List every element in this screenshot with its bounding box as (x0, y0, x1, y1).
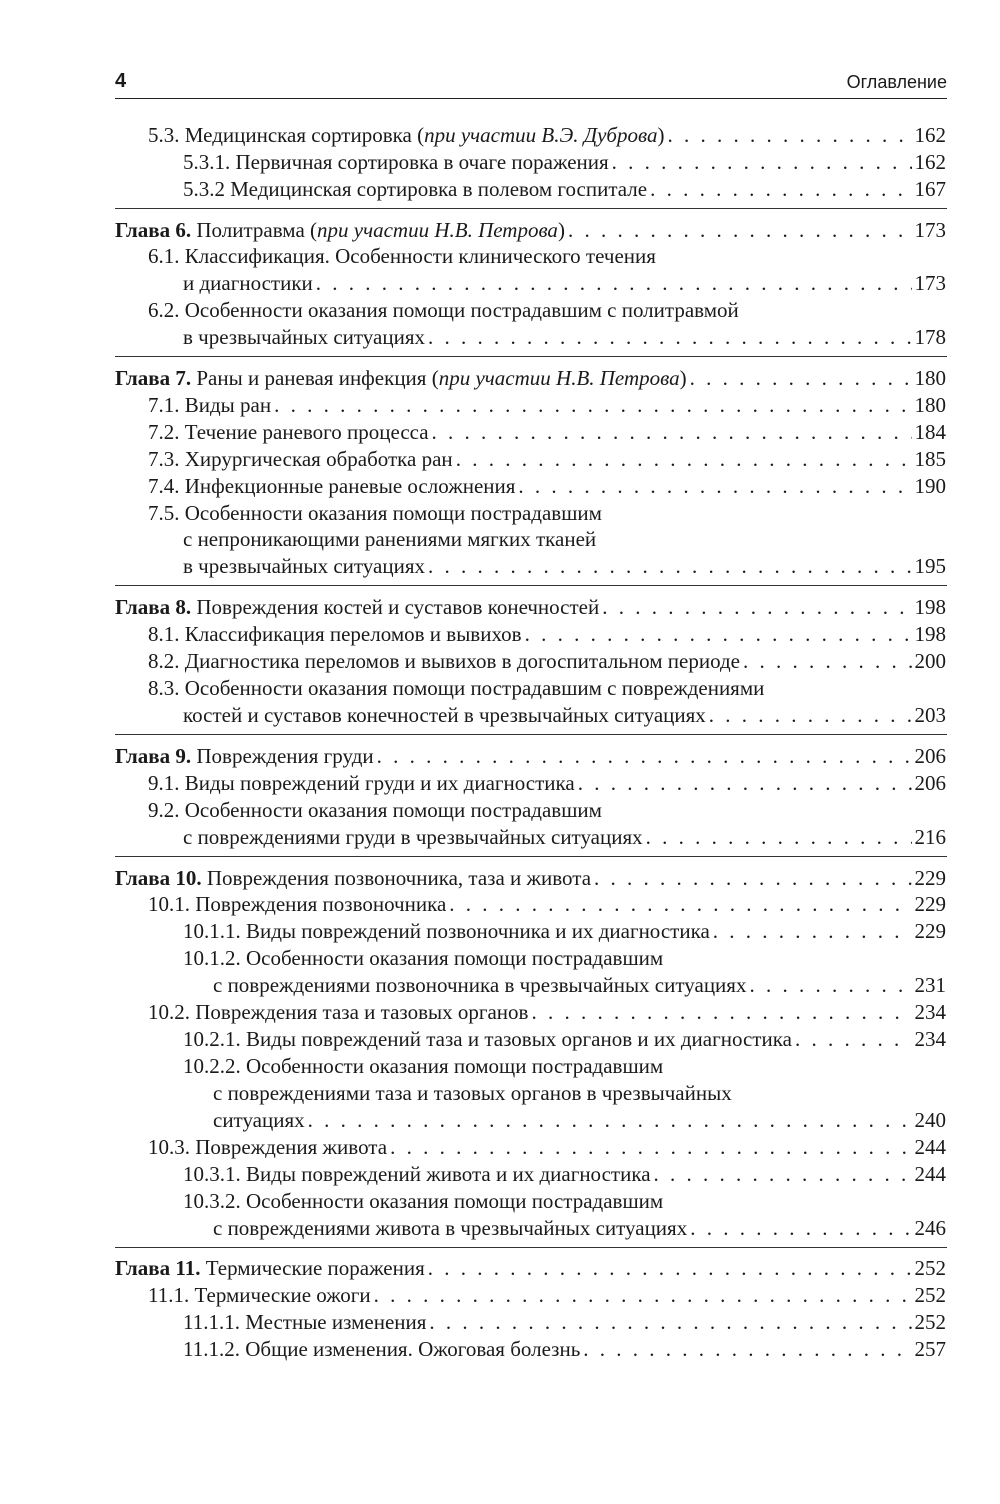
entry-label: 10.3.1. Виды повреждений живота и их диагностика (183, 1162, 651, 1186)
entry-paren: ) (679, 366, 687, 390)
entry-page: 178 (914, 325, 946, 349)
dot-leader (709, 702, 912, 728)
entry-page: 229 (914, 892, 946, 916)
entry-page: 195 (914, 554, 946, 578)
toc-entry-10-3-1[interactable] (183, 1161, 946, 1187)
entry-label: 5.3.2 Медицинская сортировка в полевом госпитале (183, 177, 648, 201)
dot-leader (667, 122, 911, 148)
dot-leader (594, 865, 911, 891)
dot-leader (713, 918, 912, 944)
dot-leader (518, 473, 911, 499)
toc-entry-5-3[interactable] (148, 122, 946, 148)
entry-page: 190 (914, 474, 946, 498)
dot-leader (743, 648, 912, 674)
entry-page: 229 (914, 919, 946, 943)
toc-entry-11-1-1[interactable] (183, 1309, 946, 1335)
dot-leader (377, 743, 912, 769)
entry-label: в чрезвычайных ситуациях (183, 325, 425, 349)
dot-leader (612, 149, 912, 175)
toc-entry-10-2[interactable] (148, 999, 946, 1025)
chapter-separator (115, 856, 947, 857)
entry-paren: ) (557, 218, 565, 242)
entry-label: 10.1.1. Виды повреждений позвоночника и их диагностика (183, 919, 710, 943)
chapter-title: Повреждения костей и суставов конечностей (191, 595, 600, 619)
entry-label: с повреждениями позвоночника в чрезвычайных ситуациях (213, 973, 747, 997)
entry-page: 252 (914, 1310, 946, 1334)
toc-entry-7-1[interactable] (148, 392, 946, 418)
entry-page: 231 (914, 973, 946, 997)
entry-label: 7.3. Хирургическая обработка ран (148, 447, 453, 471)
toc-entry-7-5-line-2[interactable]: с непроникающими ранениями мягких тканей (183, 527, 597, 551)
entry-label: 11.1.1. Местные изменения (183, 1310, 427, 1334)
entry-page: 162 (914, 123, 946, 147)
dot-leader (308, 1107, 912, 1133)
toc-entry-10-3-2-line-1[interactable]: 10.3.2. Особенности оказания помощи пострадавшим (183, 1189, 664, 1213)
chapter-separator (115, 734, 947, 735)
entry-label: 10.1. Повреждения позвоночника (148, 892, 447, 916)
entry-page: 234 (914, 1000, 946, 1024)
chapter-separator (115, 208, 947, 209)
entry-page: 246 (914, 1216, 946, 1240)
entry-page: 173 (914, 271, 946, 295)
entry-page: 200 (914, 649, 946, 673)
chapter-number: Глава 6. (115, 218, 192, 242)
chapter-title: Политравма ( (191, 218, 318, 242)
toc-entry-9-2[interactable] (183, 824, 946, 850)
dot-leader (749, 972, 911, 998)
entry-page: 167 (914, 177, 946, 201)
entry-label: ситуациях (213, 1108, 305, 1132)
entry-credit: при участии Н.В. Петрова (317, 218, 558, 242)
dot-leader (429, 1309, 911, 1335)
toc-entry-5-3-1[interactable] (183, 149, 946, 175)
dot-leader (578, 770, 912, 796)
entry-page: 252 (914, 1283, 946, 1307)
entry-label: в чрезвычайных ситуациях (183, 554, 425, 578)
toc-entry-11-1[interactable] (148, 1282, 946, 1308)
dot-leader (646, 824, 912, 850)
toc-chapter-7[interactable] (115, 365, 946, 391)
chapter-title: Повреждения позвоночника, таза и живота (201, 866, 592, 890)
entry-page: 206 (914, 744, 946, 768)
toc-chapter-11[interactable] (115, 1255, 946, 1281)
entry-label: 5.3. Медицинская сортировка ( (148, 123, 425, 147)
toc-entry-5-3-2[interactable] (183, 176, 946, 202)
toc-entry-8-1[interactable] (148, 621, 946, 647)
dot-leader (531, 999, 911, 1025)
entry-label: 10.2.1. Виды повреждений таза и тазовых органов и их диагностика (183, 1027, 792, 1051)
toc-chapter-6[interactable] (115, 217, 946, 243)
toc-entry-6-2[interactable] (183, 324, 946, 350)
chapter-separator (115, 356, 947, 357)
entry-label: 8.1. Классификация переломов и вывихов (148, 622, 522, 646)
toc-entry-8-2[interactable] (148, 648, 946, 674)
toc-entry-6-2-line-1[interactable]: 6.2. Особенности оказания помощи пострадавшим с политравмой (148, 298, 739, 322)
entry-page: 173 (914, 218, 946, 242)
chapter-title: Термические поражения (200, 1256, 425, 1280)
toc-entry-9-1[interactable] (148, 770, 946, 796)
entry-page: 162 (914, 150, 946, 174)
toc-entry-11-1-2[interactable] (183, 1336, 946, 1362)
toc-chapter-8[interactable] (115, 594, 946, 620)
entry-page: 185 (914, 447, 946, 471)
entry-page: 198 (914, 622, 946, 646)
dot-leader (456, 446, 912, 472)
dot-leader (583, 1336, 911, 1362)
dot-leader (795, 1026, 912, 1052)
entry-page: 216 (914, 825, 946, 849)
dot-leader (449, 891, 911, 917)
entry-label: 7.1. Виды ран (148, 393, 272, 417)
toc-entry-10-1-2-line-1[interactable]: 10.1.2. Особенности оказания помощи пострадавшим (183, 946, 664, 970)
toc-entry-10-3[interactable] (148, 1134, 946, 1160)
entry-label: 10.3. Повреждения живота (148, 1135, 388, 1159)
entry-page: 203 (914, 703, 946, 727)
toc-entry-8-3[interactable] (183, 702, 946, 728)
entry-page: 180 (914, 393, 946, 417)
chapter-number: Глава 10. (115, 866, 202, 890)
entry-credit: при участии Н.В. Петрова (438, 366, 680, 390)
toc-chapter-9[interactable] (115, 743, 946, 769)
toc-entry-10-1[interactable] (148, 891, 946, 917)
entry-label: 5.3.1. Первичная сортировка в очаге поражения (183, 150, 609, 174)
entry-page: 252 (914, 1256, 946, 1280)
chapter-number: Глава 8. (115, 595, 192, 619)
running-head (115, 68, 947, 99)
dot-leader (602, 594, 911, 620)
dot-leader (432, 419, 912, 445)
toc-entry-10-1-2[interactable] (213, 972, 946, 998)
entry-page: 244 (914, 1162, 946, 1186)
entry-page: 206 (914, 771, 946, 795)
toc-entry-10-1-1[interactable] (183, 918, 946, 944)
entry-label: 8.2. Диагностика переломов и вывихов в догоспитальном периоде (148, 649, 740, 673)
entry-label: костей и суставов конечностей в чрезвычайных ситуациях (183, 703, 706, 727)
page-number: 4 (115, 70, 127, 92)
dot-leader (568, 217, 912, 243)
toc-chapter-10[interactable] (115, 865, 946, 891)
chapter-separator (115, 585, 947, 586)
toc-entry-10-2-1[interactable] (183, 1026, 946, 1052)
toc-entry-7-4[interactable] (148, 473, 946, 499)
toc-entry-10-2-2-line-1[interactable]: 10.2.2. Особенности оказания помощи пострадавшим (183, 1054, 664, 1078)
toc-entry-7-3[interactable] (148, 446, 946, 472)
entry-credit: при участии В.Э. Дуброва (424, 123, 658, 147)
dot-leader (525, 621, 912, 647)
dot-leader (654, 1161, 912, 1187)
entry-page: 184 (914, 420, 946, 444)
dot-leader (650, 176, 911, 202)
entry-page: 244 (914, 1135, 946, 1159)
entry-label: 11.1. Термические ожоги (148, 1283, 371, 1307)
dot-leader (690, 365, 912, 391)
dot-leader (374, 1282, 912, 1308)
chapter-title: Раны и раневая инфекция ( (191, 366, 439, 390)
entry-paren: ) (657, 123, 665, 147)
toc-entry-7-5-line-1[interactable]: 7.5. Особенности оказания помощи пострадавшим (148, 501, 602, 525)
entry-label: 7.4. Инфекционные раневые осложнения (148, 474, 516, 498)
entry-page: 234 (914, 1027, 946, 1051)
toc-entry-7-2[interactable] (148, 419, 946, 445)
dot-leader (690, 1215, 911, 1241)
chapter-title: Повреждения груди (191, 744, 374, 768)
chapter-number: Глава 7. (115, 366, 192, 390)
toc-entry-10-2-2[interactable] (213, 1107, 946, 1133)
entry-page: 198 (914, 595, 946, 619)
entry-label: и диагностики (183, 271, 313, 295)
toc-entry-6-1-line-1[interactable]: 6.1. Классификация. Особенности клинического течения (148, 244, 656, 268)
toc-entry-10-2-2-line-2[interactable]: с повреждениями таза и тазовых органов в чрезвычайных (213, 1081, 732, 1105)
entry-label: 9.1. Виды повреждений груди и их диагностика (148, 771, 575, 795)
dot-leader (390, 1134, 911, 1160)
entry-label: 11.1.2. Общие изменения. Ожоговая болезнь (183, 1337, 581, 1361)
toc-entry-9-2-line-1[interactable]: 9.2. Особенности оказания помощи пострадавшим (148, 798, 602, 822)
entry-page: 180 (914, 366, 946, 390)
entry-page: 229 (914, 866, 946, 890)
toc-entry-8-3-line-1[interactable]: 8.3. Особенности оказания помощи пострадавшим с повреждениями (148, 676, 765, 700)
dot-leader (274, 392, 911, 418)
dot-leader (428, 1255, 912, 1281)
entry-label: 10.2. Повреждения таза и тазовых органов (148, 1000, 529, 1024)
entry-label: 7.2. Течение раневого процесса (148, 420, 429, 444)
toc-entry-7-5[interactable] (183, 553, 946, 579)
chapter-separator (115, 1247, 947, 1248)
dot-leader (428, 324, 912, 350)
entry-page: 240 (914, 1108, 946, 1132)
entry-label: с повреждениями груди в чрезвычайных ситуациях (183, 825, 643, 849)
dot-leader (316, 270, 912, 296)
dot-leader (428, 553, 912, 579)
chapter-number: Глава 11. (115, 1256, 201, 1280)
toc-entry-10-3-2[interactable] (213, 1215, 946, 1241)
toc-entry-6-1[interactable] (183, 270, 946, 296)
chapter-number: Глава 9. (115, 744, 192, 768)
section-title: Оглавление (846, 72, 947, 92)
entry-page: 257 (914, 1337, 946, 1361)
entry-label: с повреждениями живота в чрезвычайных ситуациях (213, 1216, 688, 1240)
